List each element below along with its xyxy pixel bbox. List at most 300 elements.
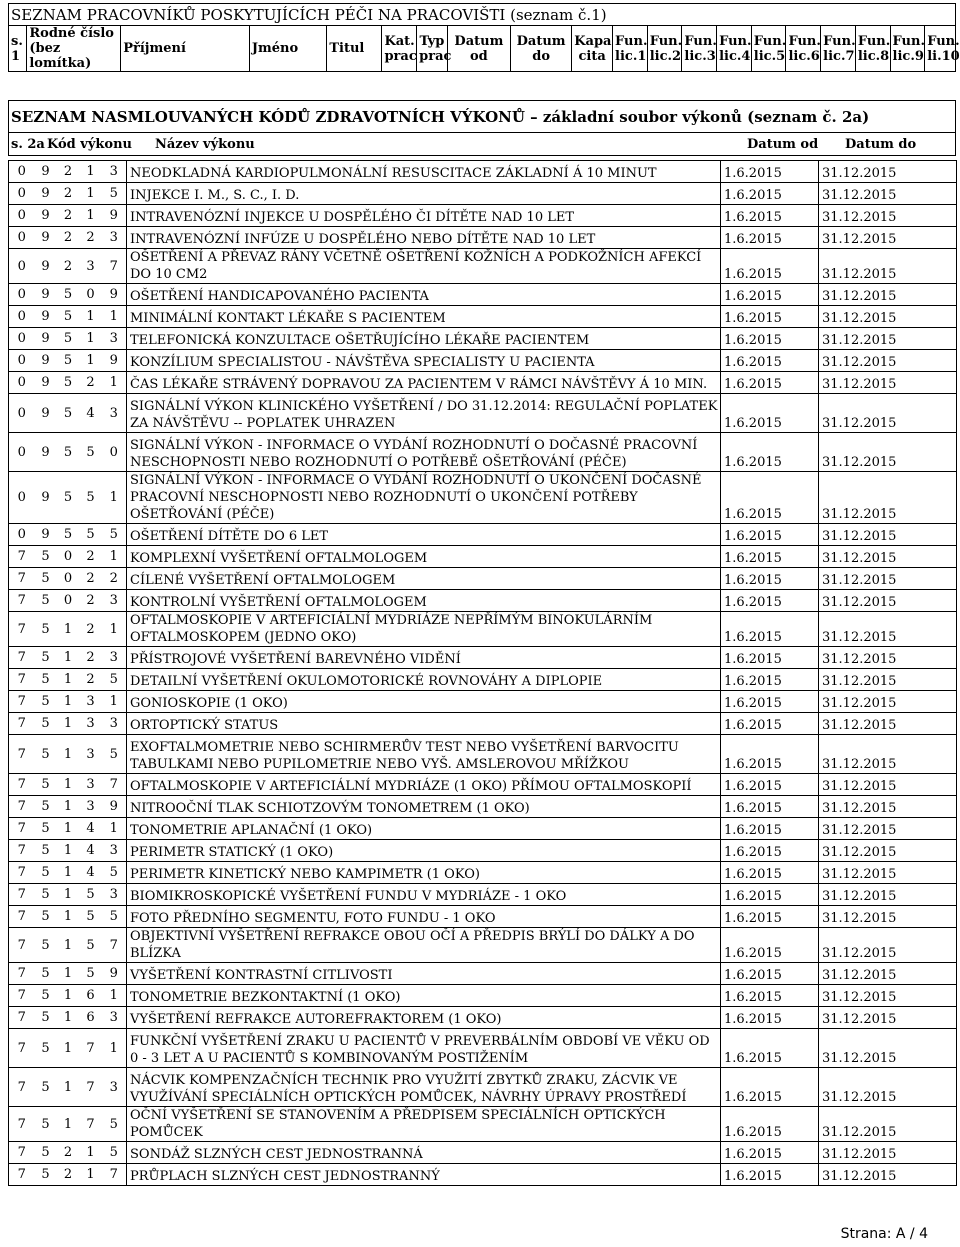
table-row [9,472,957,524]
procedure-name: PERIMETR STATICKÝ (1 OKO) [127,840,721,862]
date-from: 1.6.2015 [721,796,819,818]
code-digit: 0 [9,394,35,433]
date-to: 31.12.2015 [819,818,957,840]
code-digit: 2 [57,227,80,249]
procedure-name: FUNKČNÍ VYŠETŘENÍ ZRAKU U PACIENTŮ V PREVERBÁLNÍM OBDOBÍ VE VĚKU OD 0 - 3 LET A U PACIENTŮ S KOMBINOVANÝM POSTIŽENÍM [127,1029,721,1068]
code-digit: 5 [35,774,57,796]
table-row [9,524,957,546]
code-digit: 3 [80,774,102,796]
procedure-name: VYŠETŘENÍ REFRAKCE AUTOREFRAKTOREM (1 OKO) [127,1007,721,1029]
code-digit: 2 [57,183,80,205]
col-header-sn: s. 2a [11,137,45,152]
procedure-name: SIGNÁLNÍ VÝKON KLINICKÉHO VYŠETŘENÍ / DO 31.12.2014: REGULAČNÍ POPLATEK ZA NÁVŠTĚVU -- POPLATEK UHRAZEN [127,394,721,433]
code-digit: 2 [80,227,102,249]
date-to: 31.12.2015 [819,568,957,590]
code-digit: 5 [35,1029,57,1068]
date-to: 31.12.2015 [819,205,957,227]
section1-header-cell: Titul [327,26,382,72]
date-from: 1.6.2015 [721,284,819,306]
code-digit: 2 [80,647,102,669]
procedure-name: DETAILNÍ VYŠETŘENÍ OKULOMOTORICKÉ ROVNOVÁHY A DIPLOPIE [127,669,721,691]
date-from: 1.6.2015 [721,1107,819,1142]
code-digit: 5 [35,963,57,985]
code-digit: 7 [9,612,35,647]
code-digit: 5 [80,906,102,928]
date-to: 31.12.2015 [819,612,957,647]
code-digit: 9 [102,796,127,818]
date-from: 1.6.2015 [721,818,819,840]
col-header-to: Datum do [845,137,917,152]
date-from: 1.6.2015 [721,669,819,691]
section1-header-cell: Rodné číslo (bez lomítka) [27,26,121,72]
date-to: 31.12.2015 [819,735,957,774]
code-digit: 1 [102,612,127,647]
code-digit: 9 [35,472,57,524]
date-from: 1.6.2015 [721,612,819,647]
code-digit: 1 [102,306,127,328]
code-digit: 3 [102,590,127,612]
procedure-name: TELEFONICKÁ KONZULTACE OŠETŘUJÍCÍHO LÉKAŘE PACIENTEM [127,328,721,350]
table-row [9,774,957,796]
code-digit: 1 [102,472,127,524]
procedure-name: ORTOPTICKÝ STATUS [127,713,721,735]
code-digit: 0 [9,161,35,183]
procedure-name: BIOMIKROSKOPICKÉ VYŠETŘENÍ FUNDU V MYDRIÁZE - 1 OKO [127,884,721,906]
code-digit: 5 [35,1068,57,1107]
code-digit: 0 [9,249,35,284]
code-digit: 1 [80,306,102,328]
code-digit: 7 [9,568,35,590]
code-digit: 0 [9,472,35,524]
code-digit: 2 [80,568,102,590]
code-digit: 5 [35,568,57,590]
code-digit: 5 [35,796,57,818]
code-digit: 7 [9,735,35,774]
code-digit: 1 [80,1164,102,1186]
code-digit: 9 [35,433,57,472]
procedure-name: INJEKCE I. M., S. C., I. D. [127,183,721,205]
date-to: 31.12.2015 [819,928,957,963]
procedure-name: NITROOČNÍ TLAK SCHIOTZOVÝM TONOMETREM (1 OKO) [127,796,721,818]
code-digit: 7 [9,1007,35,1029]
table-row [9,227,957,249]
procedure-name: TONOMETRIE BEZKONTAKTNÍ (1 OKO) [127,985,721,1007]
code-digit: 5 [35,1164,57,1186]
code-digit: 1 [102,818,127,840]
table-row [9,647,957,669]
date-to: 31.12.2015 [819,306,957,328]
table-row [9,884,957,906]
code-digit: 1 [57,1007,80,1029]
date-to: 31.12.2015 [819,524,957,546]
section1-header-cell: Fun. lic.6 [786,26,821,72]
code-digit: 0 [9,328,35,350]
code-digit: 1 [57,669,80,691]
code-digit: 5 [80,433,102,472]
code-digit: 1 [57,906,80,928]
table-row [9,328,957,350]
date-from: 1.6.2015 [721,394,819,433]
section1-header-cell: Fun. lic.9 [890,26,925,72]
section1-header-row [9,26,956,72]
section2-title: SEZNAM NASMLOUVANÝCH KÓDŮ ZDRAVOTNÍCH VÝKONŮ – základní soubor výkonů (seznam č. 2a) [8,100,956,132]
procedure-name: INTRAVENÓZNÍ INJEKCE U DOSPĚLÉHO ČI DÍTĚTE NAD 10 LET [127,205,721,227]
code-digit: 2 [57,249,80,284]
code-digit: 7 [9,1164,35,1186]
code-digit: 1 [57,647,80,669]
table-row [9,590,957,612]
code-digit: 2 [80,612,102,647]
code-digit: 1 [57,818,80,840]
procedure-name: KOMPLEXNÍ VYŠETŘENÍ OFTALMOLOGEM [127,546,721,568]
date-to: 31.12.2015 [819,433,957,472]
date-to: 31.12.2015 [819,227,957,249]
code-digit: 1 [57,774,80,796]
code-digit: 5 [102,524,127,546]
code-digit: 1 [57,1107,80,1142]
procedure-name: PERIMETR KINETICKÝ NEBO KAMPIMETR (1 OKO) [127,862,721,884]
code-digit: 5 [102,735,127,774]
code-digit: 5 [57,284,80,306]
code-digit: 0 [9,306,35,328]
code-digit: 7 [9,590,35,612]
procedure-name: OFTALMOSKOPIE V ARTEFICIÁLNÍ MYDRIÁZE (1 OKO) PŘÍMOU OFTALMOSKOPIÍ [127,774,721,796]
code-digit: 5 [57,328,80,350]
code-digit: 4 [80,394,102,433]
code-digit: 0 [57,590,80,612]
table-row [9,818,957,840]
code-digit: 2 [80,546,102,568]
table-row [9,306,957,328]
date-to: 31.12.2015 [819,284,957,306]
code-digit: 5 [80,524,102,546]
code-digit: 4 [80,862,102,884]
code-digit: 2 [80,372,102,394]
date-from: 1.6.2015 [721,1068,819,1107]
section1-header-cell: Fun. li.10 [925,26,956,72]
date-to: 31.12.2015 [819,647,957,669]
code-digit: 5 [102,669,127,691]
code-digit: 3 [102,840,127,862]
code-digit: 9 [35,394,57,433]
code-digit: 3 [80,796,102,818]
code-digit: 1 [57,735,80,774]
table-row [9,735,957,774]
date-to: 31.12.2015 [819,183,957,205]
date-to: 31.12.2015 [819,249,957,284]
procedures-table [8,160,957,1186]
code-digit: 5 [35,546,57,568]
code-digit: 5 [35,669,57,691]
code-digit: 0 [102,433,127,472]
code-digit: 3 [102,227,127,249]
date-from: 1.6.2015 [721,205,819,227]
code-digit: 3 [102,884,127,906]
code-digit: 0 [9,433,35,472]
code-digit: 3 [102,161,127,183]
code-digit: 9 [35,306,57,328]
code-digit: 6 [80,1007,102,1029]
code-digit: 3 [80,713,102,735]
code-digit: 3 [80,735,102,774]
code-digit: 1 [102,546,127,568]
date-from: 1.6.2015 [721,590,819,612]
code-digit: 1 [57,963,80,985]
code-digit: 5 [57,306,80,328]
code-digit: 7 [9,862,35,884]
section2-header-row [8,132,956,156]
date-from: 1.6.2015 [721,161,819,183]
table-row [9,796,957,818]
procedure-name: OŠETŘENÍ DÍTĚTE DO 6 LET [127,524,721,546]
section1-header-cell: Datum do [511,26,572,72]
code-digit: 5 [35,713,57,735]
table-row [9,372,957,394]
code-digit: 5 [35,735,57,774]
code-digit: 7 [80,1029,102,1068]
section1-header-cell: Fun. lic.8 [855,26,890,72]
code-digit: 1 [57,612,80,647]
date-from: 1.6.2015 [721,774,819,796]
procedure-name: MINIMÁLNÍ KONTAKT LÉKAŘE S PACIENTEM [127,306,721,328]
code-digit: 1 [102,1029,127,1068]
code-digit: 5 [35,691,57,713]
code-digit: 9 [35,328,57,350]
code-digit: 3 [102,394,127,433]
code-digit: 5 [57,524,80,546]
code-digit: 1 [57,862,80,884]
code-digit: 7 [9,713,35,735]
section1-header-cell: Fun. lic.1 [613,26,648,72]
procedure-name: OŠETŘENÍ HANDICAPOVANÉHO PACIENTA [127,284,721,306]
date-from: 1.6.2015 [721,524,819,546]
procedure-name: VYŠETŘENÍ KONTRASTNÍ CITLIVOSTI [127,963,721,985]
code-digit: 1 [57,1068,80,1107]
date-from: 1.6.2015 [721,963,819,985]
table-row [9,963,957,985]
date-to: 31.12.2015 [819,590,957,612]
code-digit: 5 [57,472,80,524]
code-digit: 5 [35,590,57,612]
code-digit: 2 [57,1142,80,1164]
procedure-name: NÁCVIK KOMPENZAČNÍCH TECHNIK PRO VYUŽITÍ ZBYTKŮ ZRAKU, ZÁCVIK VE VYUŽÍVÁNÍ SPECIÁLNÍCH OPTICKÝCH POMŮCEK, NÁVRHY ÚPRAVY PROSTŘEDÍ [127,1068,721,1107]
code-digit: 7 [80,1107,102,1142]
code-digit: 9 [35,183,57,205]
code-digit: 7 [80,1068,102,1107]
date-from: 1.6.2015 [721,735,819,774]
section1-header-cell: Fun. lic.3 [682,26,717,72]
code-digit: 9 [102,205,127,227]
table-row [9,1029,957,1068]
section1-header-cell: Kapa cita [572,26,613,72]
code-digit: 3 [102,1068,127,1107]
code-digit: 5 [80,928,102,963]
date-from: 1.6.2015 [721,1029,819,1068]
code-digit: 1 [57,928,80,963]
code-digit: 7 [9,840,35,862]
section1-header-cell: Fun. lic.5 [751,26,786,72]
table-row [9,433,957,472]
date-to: 31.12.2015 [819,1029,957,1068]
date-from: 1.6.2015 [721,840,819,862]
date-to: 31.12.2015 [819,906,957,928]
code-digit: 1 [80,350,102,372]
code-digit: 0 [9,205,35,227]
date-to: 31.12.2015 [819,1068,957,1107]
code-digit: 5 [80,472,102,524]
table-row [9,1068,957,1107]
section1-header-cell: Fun. lic.2 [647,26,682,72]
code-digit: 5 [35,1142,57,1164]
code-digit: 0 [9,372,35,394]
table-row [9,862,957,884]
code-digit: 5 [35,906,57,928]
code-digit: 7 [9,796,35,818]
procedure-name: OFTALMOSKOPIE V ARTEFICIÁLNÍ MYDRIÁZE NEPŘÍMÝM BINOKULÁRNÍM OFTALMOSKOPEM (JEDNO OKO) [127,612,721,647]
date-to: 31.12.2015 [819,161,957,183]
code-digit: 5 [57,372,80,394]
code-digit: 1 [102,691,127,713]
code-digit: 9 [35,227,57,249]
code-digit: 9 [35,372,57,394]
date-from: 1.6.2015 [721,249,819,284]
table-row [9,691,957,713]
code-digit: 2 [57,205,80,227]
section1-header-table [8,25,960,72]
code-digit: 5 [35,862,57,884]
code-digit: 5 [35,818,57,840]
date-to: 31.12.2015 [819,1107,957,1142]
code-digit: 9 [35,284,57,306]
col-header-from: Datum od [747,137,819,152]
procedure-name: OČNÍ VYŠETŘENÍ SE STANOVENÍM A PŘEDPISEM SPECIÁLNÍCH OPTICKÝCH POMŮCEK [127,1107,721,1142]
code-digit: 1 [57,840,80,862]
date-to: 31.12.2015 [819,796,957,818]
code-digit: 2 [57,161,80,183]
date-to: 31.12.2015 [819,472,957,524]
date-from: 1.6.2015 [721,306,819,328]
code-digit: 5 [35,840,57,862]
date-to: 31.12.2015 [819,862,957,884]
procedure-name: KONTROLNÍ VYŠETŘENÍ OFTALMOLOGEM [127,590,721,612]
code-digit: 5 [35,884,57,906]
date-to: 31.12.2015 [819,691,957,713]
table-row [9,249,957,284]
code-digit: 7 [9,1029,35,1068]
procedure-name: SIGNÁLNÍ VÝKON - INFORMACE O VYDÁNÍ ROZHODNUTÍ O UKONČENÍ DOČASNÉ PRACOVNÍ NESCHOPNOSTI NEBO ROZHODNUTÍ O UKONČENÍ POTŘEBY OŠETŘOVÁNÍ (PÉČE) [127,472,721,524]
code-digit: 3 [102,647,127,669]
code-digit: 5 [35,928,57,963]
code-digit: 1 [57,796,80,818]
code-digit: 7 [9,985,35,1007]
section1-header-cell: Jméno [249,26,327,72]
code-digit: 7 [9,906,35,928]
procedure-name: OBJEKTIVNÍ VYŠETŘENÍ REFRAKCE OBOU OČÍ A PŘEDPIS BRÝLÍ DO DÁLKY A DO BLÍZKA [127,928,721,963]
code-digit: 0 [9,227,35,249]
table-row [9,394,957,433]
table-row [9,906,957,928]
code-digit: 2 [102,568,127,590]
procedure-name: FOTO PŘEDNÍHO SEGMENTU, FOTO FUNDU - 1 OKO [127,906,721,928]
date-to: 31.12.2015 [819,1142,957,1164]
date-from: 1.6.2015 [721,906,819,928]
date-to: 31.12.2015 [819,713,957,735]
date-to: 31.12.2015 [819,546,957,568]
date-from: 1.6.2015 [721,1164,819,1186]
date-from: 1.6.2015 [721,227,819,249]
procedure-name: PRŮPLACH SLZNÝCH CEST JEDNOSTRANNÝ [127,1164,721,1186]
procedure-name: KONZÍLIUM SPECIALISTOU - NÁVŠTĚVA SPECIALISTY U PACIENTA [127,350,721,372]
code-digit: 3 [80,249,102,284]
code-digit: 5 [102,183,127,205]
code-digit: 7 [9,691,35,713]
table-row [9,568,957,590]
code-digit: 1 [80,205,102,227]
code-digit: 3 [102,713,127,735]
date-to: 31.12.2015 [819,985,957,1007]
code-digit: 5 [35,647,57,669]
date-to: 31.12.2015 [819,840,957,862]
procedure-name: OŠETŘENÍ A PŘEVAZ RÁNY VČETNĚ OŠETŘENÍ KOŽNÍCH A PODKOŽNÍCH AFEKCÍ DO 10 CM2 [127,249,721,284]
code-digit: 4 [80,818,102,840]
code-digit: 1 [80,328,102,350]
code-digit: 9 [35,524,57,546]
code-digit: 9 [35,161,57,183]
table-row [9,1007,957,1029]
date-from: 1.6.2015 [721,985,819,1007]
code-digit: 0 [9,524,35,546]
date-from: 1.6.2015 [721,433,819,472]
code-digit: 5 [57,350,80,372]
table-row [9,1142,957,1164]
date-from: 1.6.2015 [721,568,819,590]
code-digit: 9 [102,284,127,306]
code-digit: 9 [35,249,57,284]
date-to: 31.12.2015 [819,963,957,985]
code-digit: 1 [80,183,102,205]
code-digit: 0 [9,350,35,372]
code-digit: 7 [9,818,35,840]
procedure-name: NEODKLADNÁ KARDIOPULMONÁLNÍ RESUSCITACE ZÁKLADNÍ Á 10 MINUT [127,161,721,183]
date-from: 1.6.2015 [721,1007,819,1029]
date-from: 1.6.2015 [721,472,819,524]
code-digit: 7 [102,1164,127,1186]
table-row [9,985,957,1007]
code-digit: 5 [102,1107,127,1142]
code-digit: 5 [102,906,127,928]
code-digit: 7 [9,1068,35,1107]
date-from: 1.6.2015 [721,350,819,372]
date-from: 1.6.2015 [721,884,819,906]
table-row [9,840,957,862]
code-digit: 7 [9,669,35,691]
code-digit: 2 [57,1164,80,1186]
date-to: 31.12.2015 [819,394,957,433]
procedure-name: TONOMETRIE APLANAČNÍ (1 OKO) [127,818,721,840]
code-digit: 1 [57,1029,80,1068]
col-header-code: Kód výkonu [47,137,132,152]
date-from: 1.6.2015 [721,647,819,669]
date-from: 1.6.2015 [721,691,819,713]
date-from: 1.6.2015 [721,713,819,735]
date-to: 31.12.2015 [819,1007,957,1029]
section1-header-cell: Fun. lic.7 [821,26,856,72]
section1-header-cell: Typ prac [417,26,448,72]
date-to: 31.12.2015 [819,774,957,796]
code-digit: 5 [35,1007,57,1029]
code-digit: 7 [102,928,127,963]
col-header-name: Název výkonu [155,137,255,152]
